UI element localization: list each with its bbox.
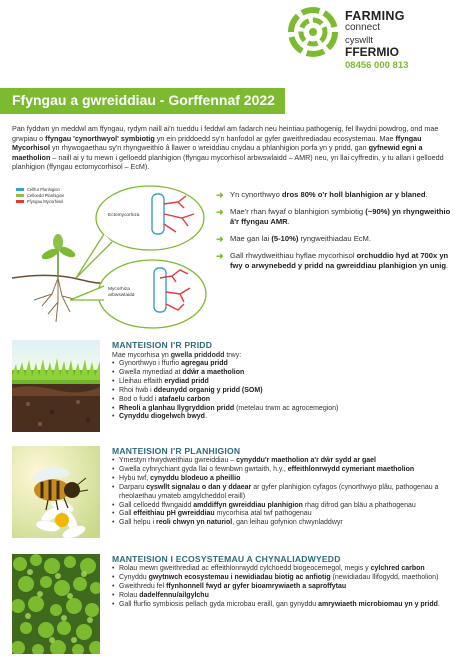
bubble-pointer [76,234,112,278]
item-text: , gan leihau gofynion chwynladdwyr [232,519,343,527]
brand-phone: 08456 000 813 [345,60,409,71]
item-bold: agregau pridd [181,360,228,367]
item-text: rhag difrod gan bläu a phathogenau [302,501,416,509]
item-bold: dadelfennu/ailgylchu [139,591,209,599]
item-text: Gall celloedd ffwngaidd [119,501,194,509]
fact-bold: (5-10%) [271,234,299,243]
section-ecosystems-body [112,554,462,610]
item-text: Gall helpu i [119,519,156,527]
item-text: . [204,413,207,421]
bee-photo [12,446,100,538]
intro-text: yn ein priddoedd sy'n hanfodol ar gyfer gweithrediadau ecosystemau. Mae [154,133,396,143]
list-item [112,484,462,502]
ecosystem-benefits-list [112,565,462,610]
item-bold: cynyddu'r maetholion a'r dŵr sydd ar gael [236,457,376,464]
item-bold: ffynhonnell fwyd ar gyfer bioamrywiaeth a saproffytau [166,582,347,590]
item-text: Gynorthwyo i ffurfio [119,360,182,367]
list-item [112,405,462,414]
section-ecosystems [12,554,462,658]
item-text: mycorhisa atal twf pathogenau [214,510,312,518]
section-soil [12,340,462,436]
brand-line-2: connect [345,22,381,33]
lead-bold: gwella priddodd [170,352,225,359]
legend-swatch-cell-wall [16,188,24,191]
item-text: Gall ffurfio symbiosis pellach gyda microbau eraill, gan gynyddu [119,600,319,608]
root-tip-top [152,194,164,234]
brand-line-1: FARMING [345,9,405,23]
legend-cell-wall: Cellfur Planhigion [27,187,60,192]
item-bold: Cynyddu diogelwch bwyd [119,413,205,421]
item-bold: atafaelu carbon [158,395,211,403]
fact-text: Mae gan lai [230,234,272,243]
item-bold: effeithiau pH gwreiddiau [133,510,215,518]
item-bold: cylchred carbon [370,565,425,572]
fact-item [216,234,456,244]
intro-text: – naill ai y tu mewn i gelloedd planhigion (ffyngau mycorhisol arbwswlaidd – AMR) neu, yn llai cyffredin, y tu allan i gelloedd planhigion (ffyngau ectomycorhisol – EcM). [12,152,444,172]
bubble-pointer [70,286,104,300]
item-text: ar gyfer planhigion cyfagos (cynorthwyo plâu, pathogenau a rheolaethau ymateb amgylcheddol eraill) [119,483,439,500]
item-bold: effeithlonrwydd cymeriant maetholion [287,465,415,473]
item-bold: amrywiaeth microbiomau yn y pridd [318,600,438,608]
item-bold: amddiffyn gwreiddiau planhigion [193,501,303,509]
fact-text: . [446,261,449,270]
legend-swatch-cells [16,194,24,197]
list-item [112,387,462,396]
list-item [112,360,462,369]
list-item [112,369,462,378]
plant-benefits-list [112,457,462,528]
intro-bold: ffyngau 'cynorthwyol' symbiotig [45,133,155,143]
intro-bold: gyfnewid egni a maetholion [12,143,423,162]
list-item [112,502,462,511]
section-heading: MANTEISION I ECOSYSTEMAU A CHYNALIADWYEDD [112,554,341,564]
list-item [112,396,462,405]
list-item [112,565,462,574]
lead-text: Mae mycorhisa yn [112,352,171,359]
item-text: Bod o fudd i [119,395,159,403]
list-item [112,583,462,592]
item-bold: cynyddu blodeuo a pheillio [150,474,241,482]
item-text: . [437,600,440,608]
item-text: Rolau mewn gweithrediad ac effeithlonrwydd cylchoedd biogeocemegol, megis y [119,565,371,572]
item-text: Hybu twf, [119,474,151,482]
fact-bold: orchuddio hyd at 700x yn fwy o arwynebedd y pridd na gwreiddiau planhigion yn unig [230,251,449,270]
page-title: Ffyngau a gwreiddiau - Gorffennaf 2022 [12,92,275,108]
list-item [112,457,462,466]
fact-text: Mae'r rhan fwyaf o blanhigion symbiotig [230,207,366,216]
item-text: Gweithredu fel [119,582,167,590]
list-item [112,601,462,610]
item-bold: Rheoli a glanhau llygryddion pridd [119,404,235,412]
list-item [112,592,462,601]
list-item [112,378,462,387]
list-item [112,475,462,484]
fact-text: . [287,217,290,226]
brand-line-4: FFERMIO [345,45,399,59]
item-text: Gwella mynediad at [119,368,183,376]
section-lead [112,351,462,360]
lead-text: trwy: [224,352,242,359]
arrow-right-icon: ➜ [216,190,224,200]
arbuscular-label-line2: arbwswlaidd [108,293,135,298]
item-bold: erydiad pridd [164,377,209,385]
fact-bold: (~90%) yn rhyngweithio â'r ffyngau AMR [230,207,451,226]
item-text: Cynyddu [119,573,149,581]
intro-text: Pan fyddwn yn meddwl am ffyngau, rydym naill ai'n tueddu i feddwl am fadarch neu heintiau pathogenig, fel llwydni powdrog, ond mae grwpiau o [12,124,439,143]
intro-text: yn rhywogaethau sy'n rhyngweithio â llawer o wreiddiau cnydau a phlanhigion porfa yn y pridd, gan [49,143,369,153]
section-soil-body [112,340,462,422]
fact-bold: dros 80% o'r holl blanhigion ar y blaned [281,190,426,199]
title-bar [0,88,285,114]
legend-cells: Celloedd Planhigion [27,193,65,198]
item-text: (metelau trwm ac agrocemegion) [234,404,339,412]
section-heading: MANTEISION I'R PRIDD [112,340,213,350]
section-heading: MANTEISION I'R PLANHIGION [112,446,241,456]
intro-paragraph [12,124,460,172]
list-item [112,510,462,519]
intro-bold: ffyngau Mycorhisol [12,133,422,153]
soil-photo [12,340,100,432]
fact-text: ryngweithiadau EcM. [298,234,371,243]
mycorrhiza-diagram [12,182,208,332]
item-text: Rolau [119,591,140,599]
fact-item [216,207,456,227]
item-text: Lleihau effaith [119,377,165,385]
item-bold: ddŵr a maetholion [182,368,245,376]
farming-connect-logo-icon [287,4,339,60]
item-bold: reoli chwyn yn naturiol [155,519,233,527]
list-item [112,519,462,528]
list-item [112,466,462,475]
fact-text: Yn cynorthwyo [230,190,282,199]
root-tip-bottom [154,268,166,312]
brand-line-3: cyswllt [345,35,373,46]
item-text: Gwella cyfnrychiant gyda llai o fewnbwn gwrtaith, h.y., [119,465,288,473]
arrow-right-icon: ➜ [216,234,224,244]
fact-text: Gall rhwydweithiau hyflae mycorhisol [230,251,357,260]
ectomycorrhiza-bubble [96,186,204,250]
arrow-right-icon: ➜ [216,251,224,261]
arrow-right-icon: ➜ [216,207,224,217]
moss-photo [12,554,100,654]
legend-swatch-fungi [16,200,24,203]
item-bold: cyswllt signalau o dan y ddaear [146,483,252,491]
legend-fungi: Ffyngau Mycorhisol [27,199,64,204]
ectomycorrhiza-label: Ectomycorhiza [108,213,140,218]
item-text: (newidiadau llifogydd, maetholion) [330,573,439,581]
logo [287,4,457,76]
list-item [112,574,462,583]
brand-text [345,10,457,72]
fact-item [216,251,456,271]
item-text: Ymestyn rhwydweithiau gwreiddiau – [119,457,237,464]
item-bold: gwytnwch ecosystemau i newidiadau biotig ac anfiotig [148,573,331,581]
arbuscular-label-line1: Mycorhiza [108,287,130,292]
section-plants [12,446,462,542]
plant-leaf [53,234,63,250]
facts-list [216,190,456,278]
item-bold: ddeunydd organig y pridd (SOM) [153,386,263,394]
item-text: Gall [119,510,134,518]
soil-benefits-list [112,360,462,422]
section-plants-body [112,446,462,528]
list-item [112,413,462,422]
item-text: Darparu [119,483,147,491]
item-text: Rhoi hwb i [119,386,154,394]
fact-item [216,190,456,200]
fact-text: . [425,190,428,199]
